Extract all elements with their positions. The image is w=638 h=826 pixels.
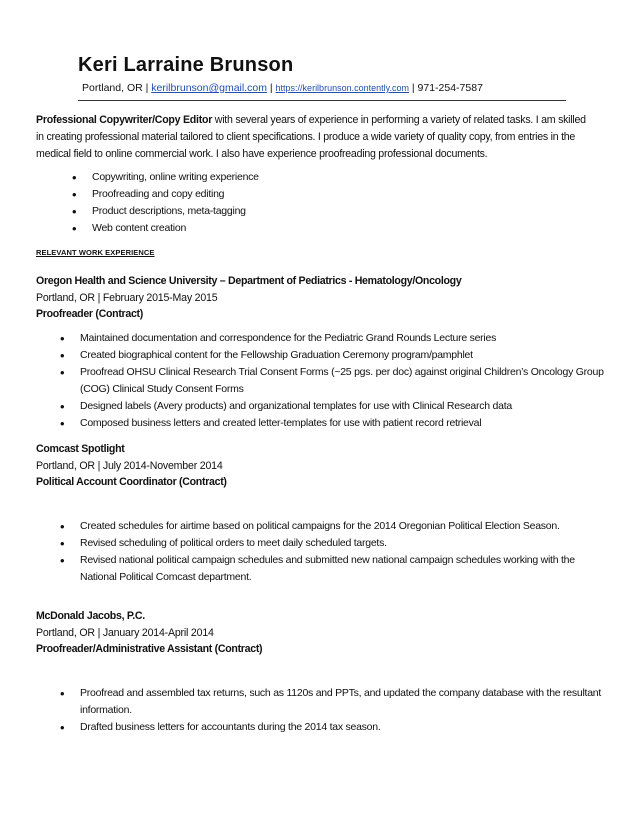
phone-text: | 971-254-7587 [411, 82, 483, 94]
job-role: Proofreader/Administrative Assistant (Contract) [36, 643, 263, 655]
list-item: • Copywriting, online writing experience [72, 169, 572, 186]
job-bullets [60, 518, 605, 586]
list-item: • Proofread OHSU Clinical Research Trial Consent Forms (~25 pgs. per doc) against original Children’s Oncology Group (COG) Clinical Study Consent Forms [60, 364, 605, 398]
header-divider [78, 100, 566, 101]
list-item: • Drafted business letters for accountants during the 2014 tax season. [60, 719, 605, 736]
job-organization: Oregon Health and Science University – Department of Pediatrics - Hematology/Oncology [36, 275, 462, 287]
summary-paragraph [36, 112, 596, 163]
list-item: • Created biographical content for the Fellowship Graduation Ceremony program/pamphlet [60, 347, 605, 364]
location-text: Portland, OR | [82, 82, 149, 94]
list-item: • Maintained documentation and correspondence for the Pediatric Grand Rounds Lecture series [60, 330, 605, 347]
email-link[interactable]: kerilbrunson@gmail.com [151, 82, 267, 94]
job-role: Proofreader (Contract) [36, 308, 144, 320]
job-organization: McDonald Jacobs, P.C. [36, 610, 145, 622]
job-role: Political Account Coordinator (Contract) [36, 476, 227, 488]
list-item: • Proofread and assembled tax returns, such as 1120s and PPTs, and updated the company database with the resultant information. [60, 685, 605, 719]
job-bullets [60, 330, 605, 432]
list-item: • Product descriptions, meta-tagging [72, 203, 572, 220]
summary-lead: Professional Copywriter/Copy Editor [36, 114, 213, 126]
separator: | [269, 82, 273, 94]
website-link[interactable]: https://kerilbrunson.contently.com [275, 83, 409, 93]
list-item: • Revised scheduling of political orders to meet daily scheduled targets. [60, 535, 605, 552]
job-bullets [60, 685, 605, 736]
list-item: • Web content creation [72, 220, 572, 237]
job-organization: Comcast Spotlight [36, 443, 125, 455]
list-item: • Composed business letters and created letter-templates for use with patient record retrieval [60, 415, 605, 432]
summary-text: with several years of experience in performing a variety of related tasks. I am skilled in creating professional material tailored to client specifications. I produce a wide variety of quality copy, from entries in the medical field to online commercial work. I also have experience proofreading professional documents. [36, 114, 586, 160]
section-heading: RELEVANT WORK EXPERIENCE [36, 248, 155, 257]
list-item: • Created schedules for airtime based on political campaigns for the 2014 Oregonian Political Election Season. [60, 518, 605, 535]
skills-list [72, 169, 572, 237]
contact-line [82, 82, 483, 94]
list-item: • Designed labels (Avery products) and organizational templates for use with Clinical Research data [60, 398, 605, 415]
candidate-name: Keri Larraine Brunson [78, 54, 294, 76]
job-location-dates: Portland, OR | January 2014-April 2014 [36, 627, 214, 639]
job-location-dates: Portland, OR | February 2015-May 2015 [36, 292, 218, 304]
job-location-dates: Portland, OR | July 2014-November 2014 [36, 460, 223, 472]
list-item: • Revised national political campaign schedules and submitted new national campaign schedules working with the National Political Comcast department. [60, 552, 605, 586]
list-item: • Proofreading and copy editing [72, 186, 572, 203]
